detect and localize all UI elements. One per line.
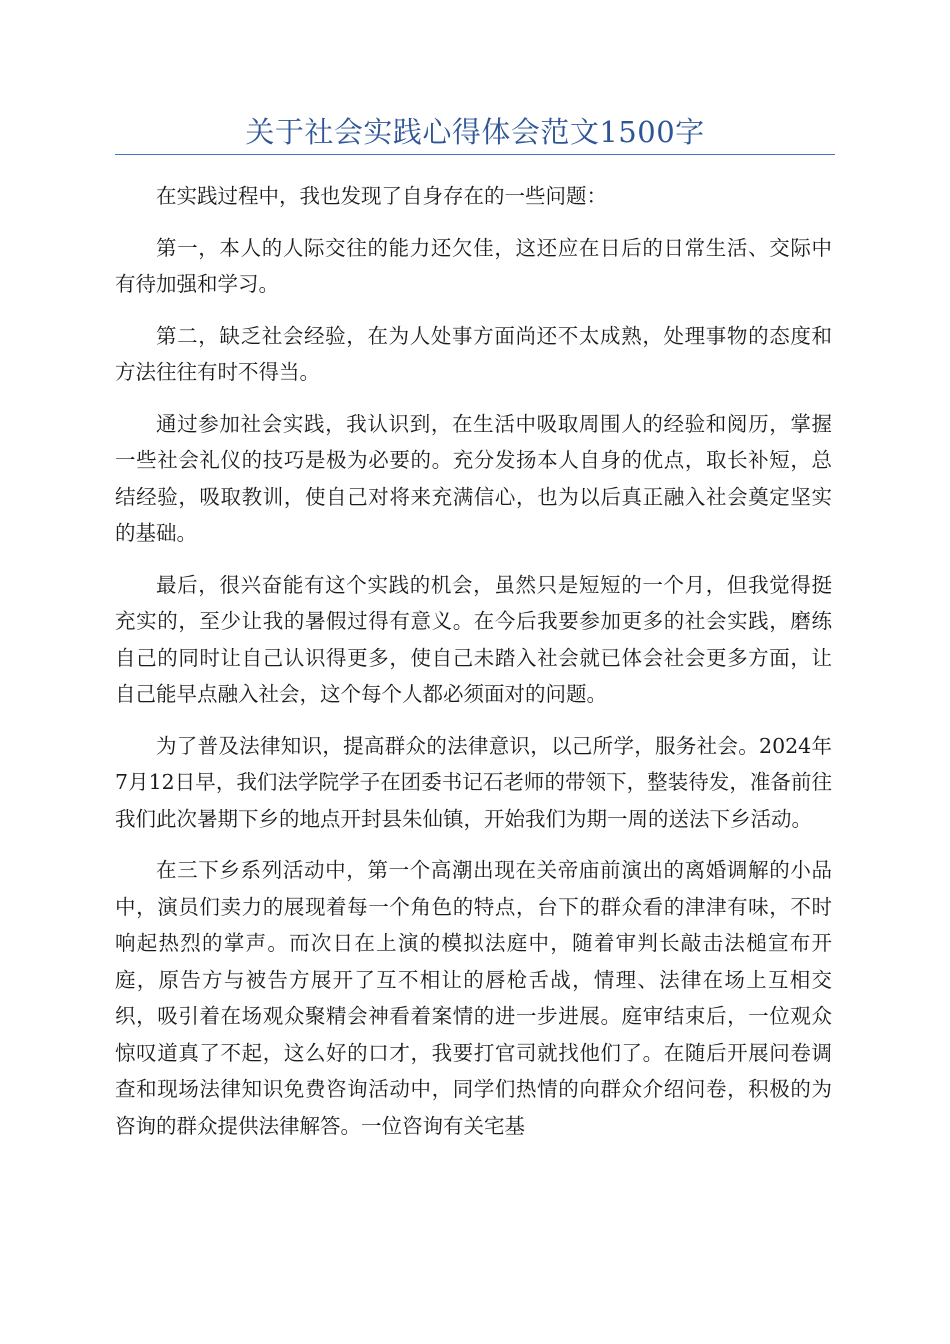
paragraph: 为了普及法律知识，提高群众的法律意识，以己所学，服务社会。2024年7月12日早，我们法学院学子在团委书记石老师的带领下，整装待发，准备前往我们此次暑期下乡的地点开封县朱仙镇，开始我们为期一周的送法下乡活动。 bbox=[115, 733, 832, 831]
paragraph: 在实践过程中，我也发现了自身存在的一些问题： bbox=[156, 184, 607, 208]
paragraph: 第二，缺乏社会经验，在为人处事方面尚还不太成熟，处理事物的态度和方法往往有时不得当。 bbox=[115, 323, 832, 384]
paragraph: 通过参加社会实践，我认识到，在生活中吸取周围人的经验和阅历，掌握一些社会礼仪的技巧是极为必要的。充分发扬本人自身的优点，取长补短，总结经验，吸取教训，使自己对将来充满信心，也为以后真正融入社会奠定坚实的基础。 bbox=[115, 411, 832, 545]
document-title: 关于社会实践心得体会范文1500字 bbox=[245, 115, 705, 149]
title-underline bbox=[115, 154, 835, 155]
paragraph: 在三下乡系列活动中，第一个高潮出现在关帝庙前演出的离婚调解的小品中，演员们卖力的展现着每一个角色的特点，台下的群众看的津津有味，不时响起热烈的掌声。而次日在上演的模拟法庭中，随着审判长敲击法槌宣布开庭，原告方与被告方展开了互不相让的唇枪舌战，情理、法律在场上互相交织，吸引着在场观众聚精会神看着案情的进一步进展。庭审结束后，一位观众惊叹道真了不起，这么好的口才，我要打官司就找他们了。在随后开展问卷调查和现场法律知识免费咨询活动中，同学们热情的向群众介绍问卷，积极的为咨询的群众提供法律解答。一位咨询有关宅基 bbox=[115, 858, 832, 1138]
paragraph: 第一，本人的人际交往的能力还欠佳，这还应在日后的日常生活、交际中有待加强和学习。 bbox=[115, 235, 832, 296]
document-body bbox=[115, 178, 832, 1159]
paragraph: 最后，很兴奋能有这个实践的机会，虽然只是短短的一个月，但我觉得挺充实的，至少让我的暑假过得有意义。在今后我要参加更多的社会实践，磨练自己的同时让自己认识得更多，使自己未踏入社会就已体会社会更多方面，让自己能早点融入社会，这个每个人都必须面对的问题。 bbox=[115, 572, 832, 706]
